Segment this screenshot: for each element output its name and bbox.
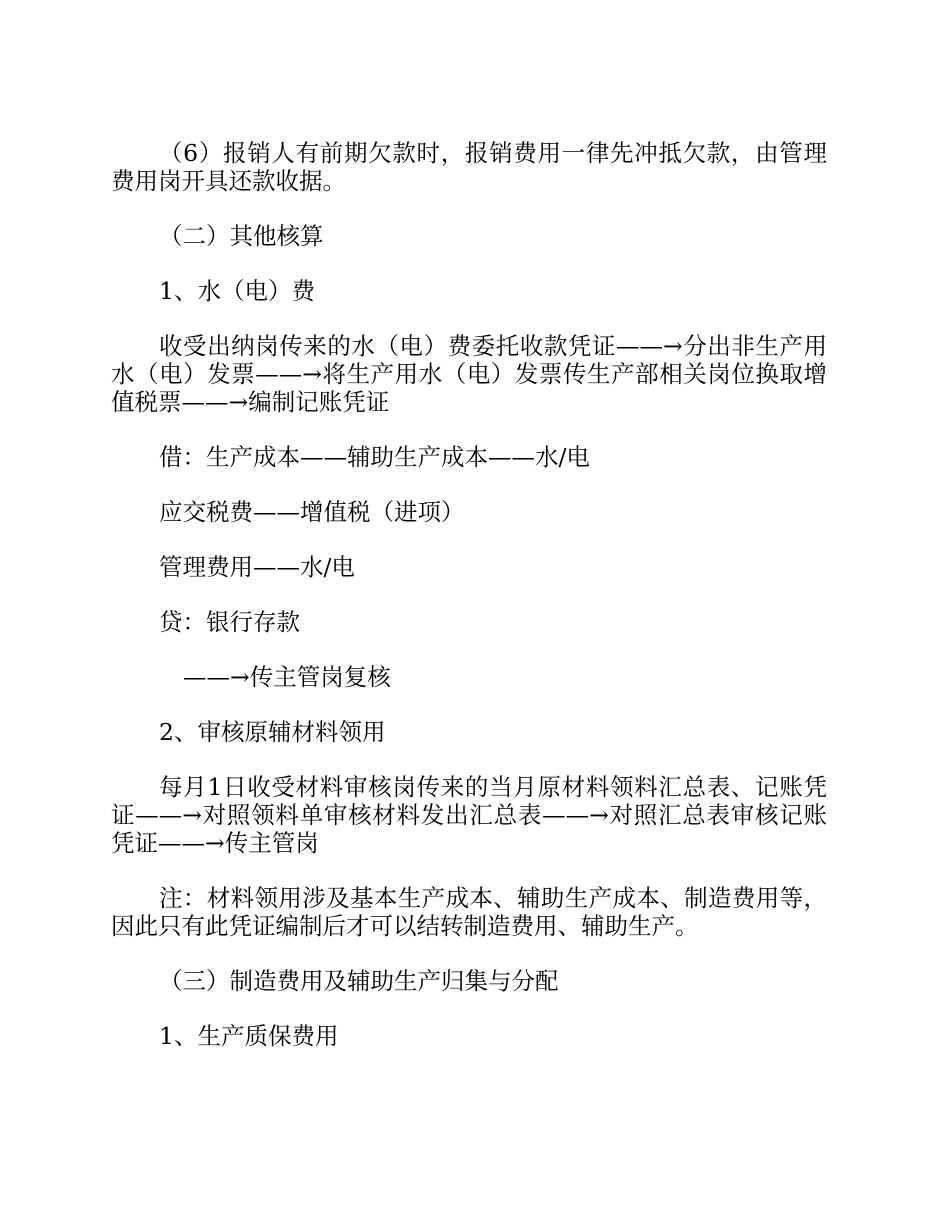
paragraph-note: 注：材料领用涉及基本生产成本、辅助生产成本、制造费用等，因此只有此凭证编制后才可以结转制造费用、辅助生产。 (111, 884, 827, 940)
entry-credit-bank-deposit: 贷：银行存款 (159, 608, 300, 636)
subheading-quality-assurance-cost: 1、生产质保费用 (159, 1022, 339, 1050)
entry-tax-payable: 应交税费——增值税（进项） (159, 498, 465, 526)
section-heading-other-accounting: （二）其他核算 (159, 222, 324, 250)
subheading-material-review: 2、审核原辅材料领用 (159, 718, 386, 746)
document-page (111, 139, 827, 1077)
entry-pass-to-supervisor: ——→传主管岗复核 (183, 663, 391, 691)
entry-admin-expense: 管理费用——水/电 (159, 553, 355, 581)
paragraph-repayment-rule: （6）报销人有前期欠款时，报销费用一律先冲抵欠款，由管理费用岗开具还款收据。 (111, 139, 827, 195)
paragraph-water-electricity-flow: 收受出纳岗传来的水（电）费委托收款凭证——→分出非生产用水（电）发票——→将生产用水（电）发票传生产部相关岗位换取增值税票——→编制记账凭证 (111, 332, 827, 416)
section-heading-manufacturing-overhead: （三）制造费用及辅助生产归集与分配 (159, 967, 559, 995)
paragraph-material-review-flow: 每月1日收受材料审核岗传来的当月原材料领料汇总表、记账凭证——→对照领料单审核材料发出汇总表——→对照汇总表审核记账凭证——→传主管岗 (111, 773, 827, 857)
subheading-water-electricity: 1、水（电）费 (159, 277, 315, 305)
entry-debit-production-cost: 借：生产成本——辅助生产成本——水/电 (159, 443, 590, 471)
